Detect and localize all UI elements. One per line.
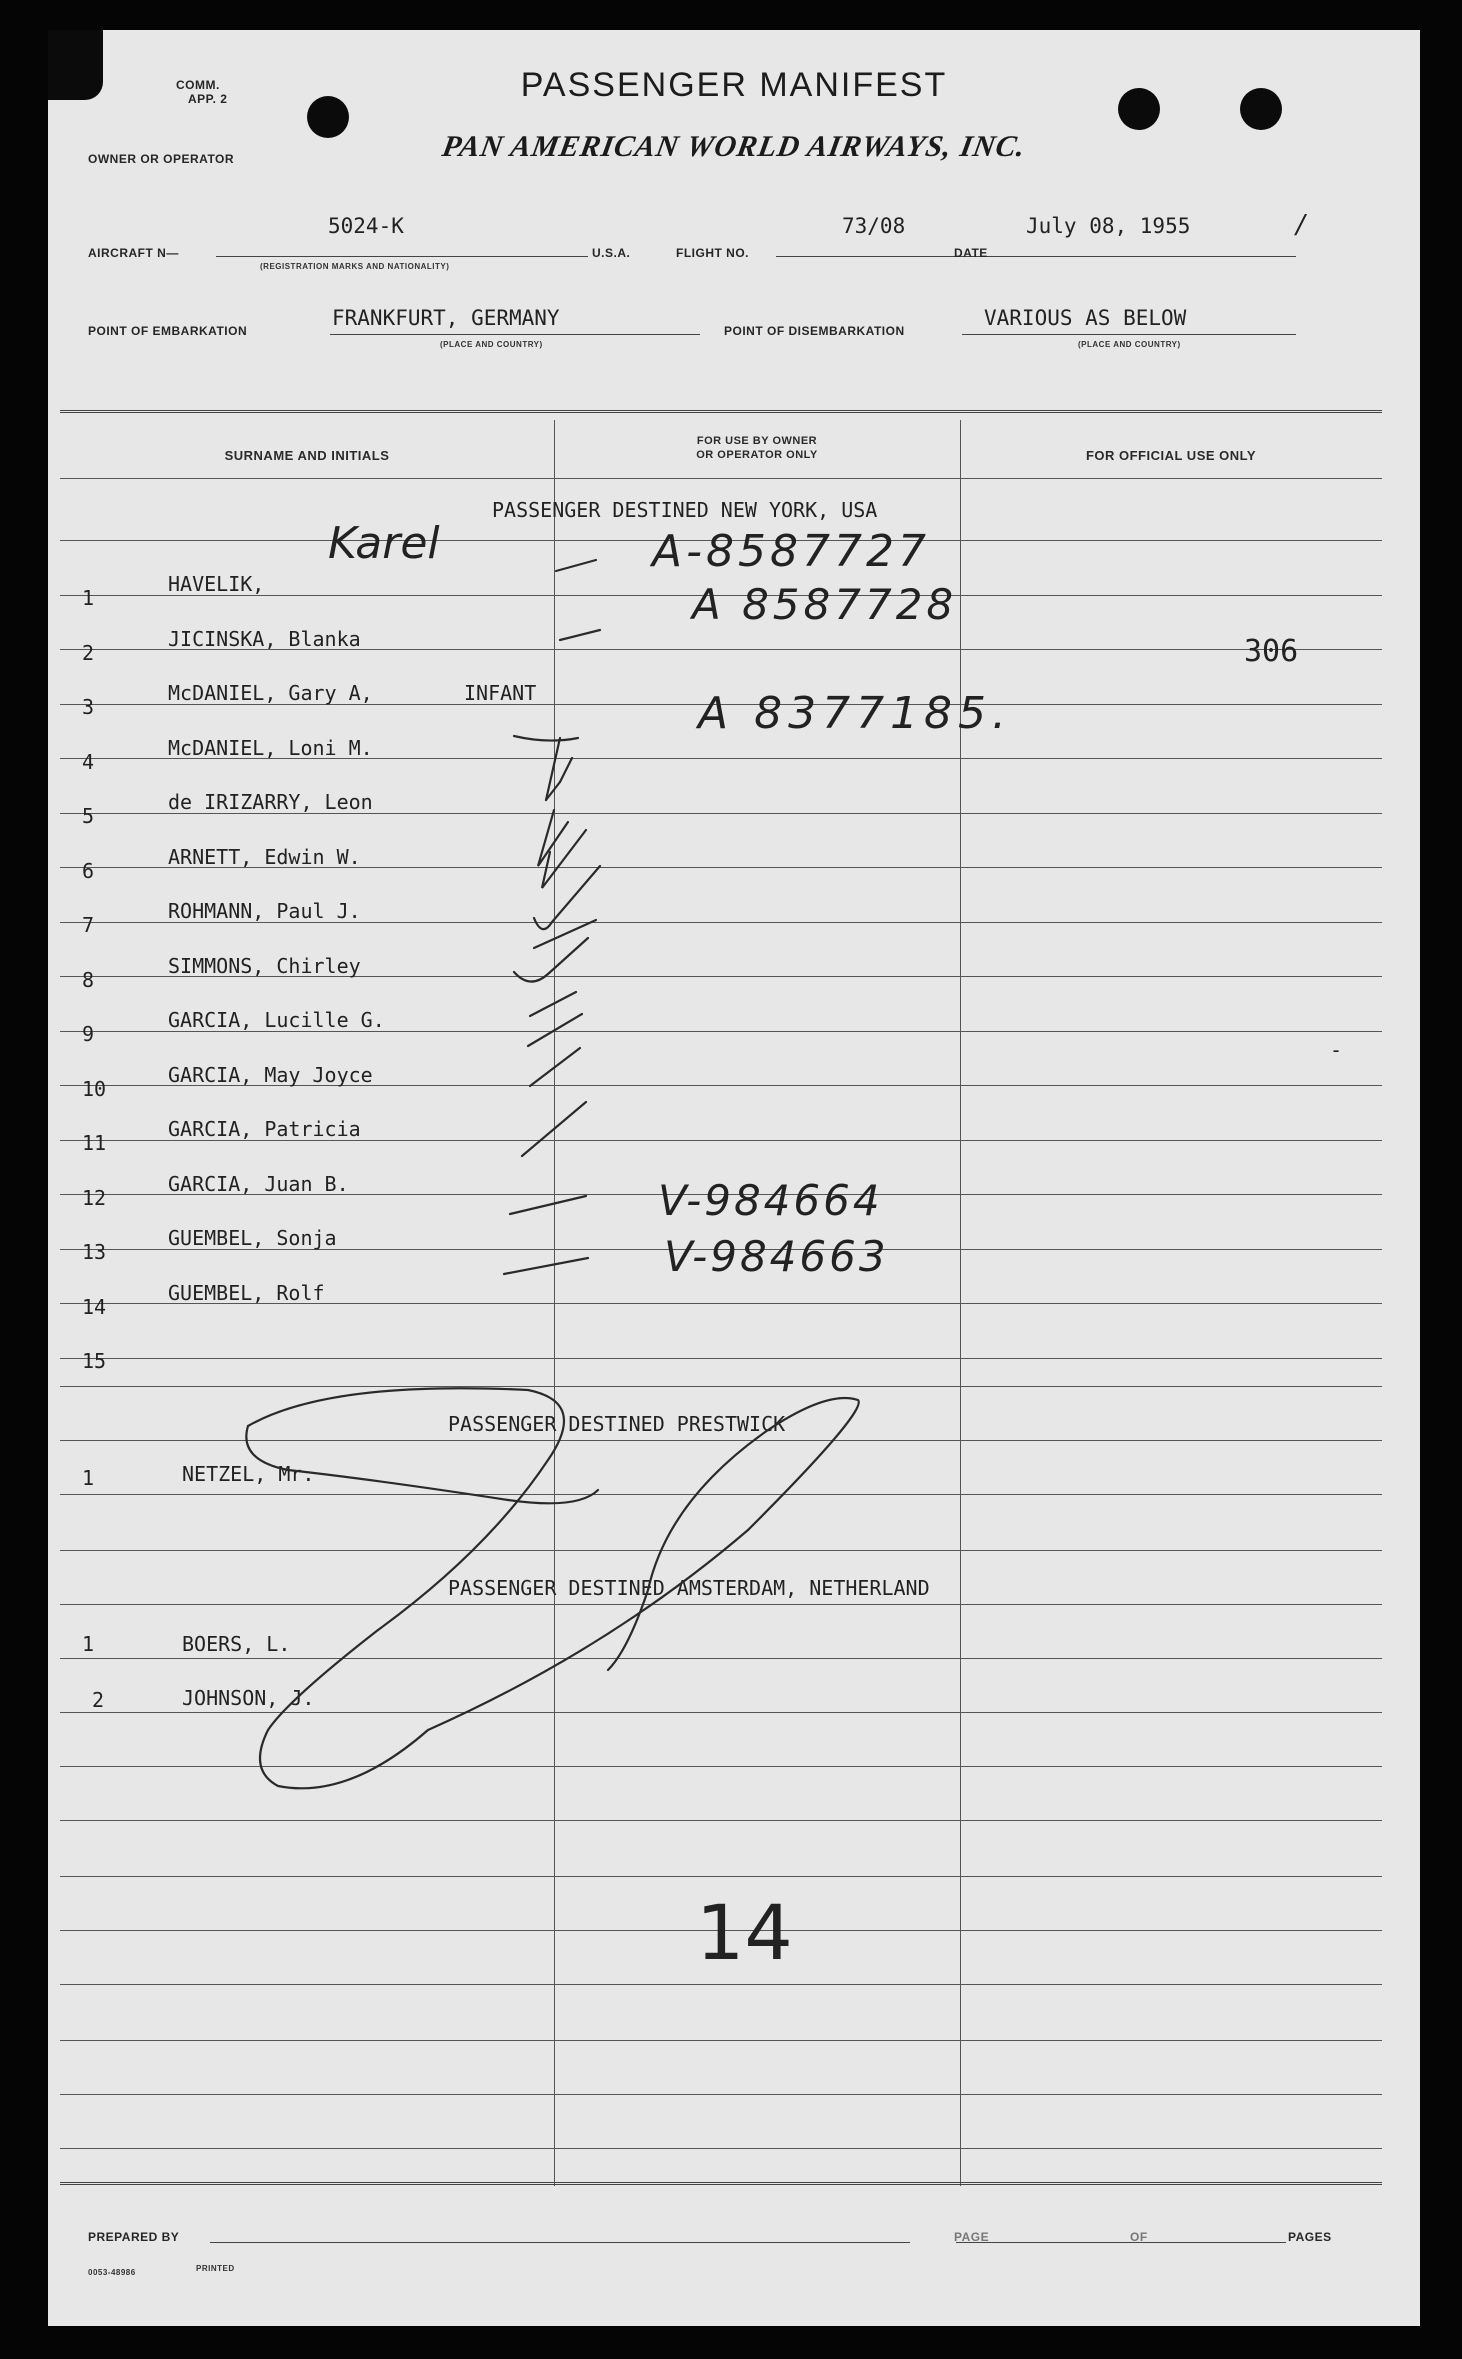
form-code-line-2: APP. 2 — [188, 92, 228, 106]
date-label: DATE — [954, 246, 988, 260]
check-mark — [560, 630, 600, 640]
passenger-name: GARCIA, May Joyce — [168, 1062, 373, 1087]
passenger-note: INFANT — [464, 681, 537, 705]
section-heading-new-york: PASSENGER DESTINED NEW YORK, USA — [492, 498, 878, 522]
passenger-name: GUEMBEL, Sonja — [168, 1226, 337, 1250]
handwriting-marks — [48, 30, 1420, 2326]
handwritten-count: 14 — [696, 1888, 793, 1977]
passenger-name: JICINSKA, Blanka — [168, 626, 361, 651]
check-mark — [528, 1014, 582, 1046]
check-mark — [530, 992, 576, 1016]
printed-label: PRINTED — [196, 2264, 235, 2273]
official-code: 306 — [1244, 634, 1299, 669]
strike-oval-right — [608, 1398, 859, 1670]
prepared-by-label: PREPARED BY — [88, 2230, 180, 2244]
official-dash-mark: - — [1330, 1038, 1343, 1062]
section-heading-amsterdam: PASSENGER DESTINED AMSTERDAM, NETHERLAND — [448, 1576, 930, 1600]
aircraft-label: AIRCRAFT N— — [88, 246, 179, 260]
check-mark — [514, 736, 578, 741]
row-number: 1 — [82, 1466, 95, 1490]
col-head-owner-line2: OR OPERATOR ONLY — [696, 449, 818, 461]
check-mark — [560, 758, 572, 782]
page-title: PASSENGER MANIFEST — [520, 66, 948, 104]
handwritten-alien-number: A 8377185. — [698, 688, 1013, 739]
passenger-name: HAVELIK, — [168, 572, 265, 596]
row-number: 12 — [82, 1185, 107, 1210]
check-mark — [504, 1258, 588, 1274]
passenger-name: JOHNSON, J. — [182, 1686, 315, 1710]
row-number: 7 — [82, 913, 95, 937]
row-number: 13 — [82, 1240, 107, 1264]
passenger-name: BOERS, L. — [182, 1632, 291, 1656]
row-number: 9 — [82, 1022, 95, 1046]
row-number: 1 — [82, 586, 95, 610]
date-value: July 08, 1955 — [1026, 214, 1191, 238]
strike-oval-large — [248, 1388, 748, 1788]
handwritten-visa-number: V-984664 — [658, 1176, 883, 1225]
handwritten-alien-number: A 8587728 — [692, 580, 958, 629]
check-mark — [534, 920, 596, 948]
flight-value: 73/08 — [842, 214, 906, 238]
owner-operator-label: OWNER OR OPERATOR — [88, 152, 235, 166]
row-number: 2 — [82, 640, 95, 665]
row-number: 4 — [82, 749, 95, 774]
embark-value: FRANKFURT, GERMANY — [332, 306, 560, 330]
row-number: 15 — [82, 1349, 107, 1373]
disembark-sublabel: (PLACE AND COUNTRY) — [1078, 340, 1181, 349]
usa-label: U.S.A. — [592, 246, 631, 260]
passenger-name: NETZEL, Mr. — [182, 1462, 315, 1486]
pages-underline — [956, 2242, 1286, 2243]
row-number: 5 — [82, 804, 95, 828]
table-bottom-rule — [60, 2182, 1382, 2185]
passenger-name: ARNETT, Edwin W. — [168, 844, 361, 869]
embark-sublabel: (PLACE AND COUNTRY) — [440, 340, 543, 349]
form-number: 0053-48986 — [88, 2268, 136, 2277]
row-number: 2 — [92, 1688, 105, 1712]
disembark-label: POINT OF DISEMBARKATION — [724, 324, 905, 338]
handwritten-alien-number: A-8587727 — [652, 526, 930, 577]
section-heading-prestwick: PASSENGER DESTINED PRESTWICK — [448, 1412, 786, 1436]
passenger-name: GUEMBEL, Rolf — [168, 1280, 325, 1305]
pages-label: PAGES — [1288, 2230, 1332, 2244]
handwritten-visa-number: V-984663 — [664, 1232, 889, 1281]
check-mark — [514, 938, 588, 982]
check-mark — [510, 1196, 586, 1214]
disembark-value: VARIOUS AS BELOW — [984, 306, 1187, 330]
row-number: 8 — [82, 967, 95, 992]
passenger-name: GARCIA, Juan B. — [168, 1171, 349, 1196]
row-number: 6 — [82, 858, 95, 883]
row-number: 11 — [82, 1131, 107, 1155]
aircraft-sublabel: (REGISTRATION MARKS AND NATIONALITY) — [260, 262, 450, 271]
flight-label: FLIGHT NO. — [676, 246, 749, 260]
prepared-underline — [210, 2242, 910, 2243]
row-number: 3 — [82, 695, 95, 719]
check-mark — [530, 1048, 580, 1086]
embark-label: POINT OF EMBARKATION — [88, 324, 248, 338]
check-mark — [556, 560, 596, 571]
passenger-name: McDANIEL, Loni M. — [168, 735, 373, 760]
row-number: 14 — [82, 1294, 107, 1319]
form-code-line-1: COMM. — [176, 78, 220, 92]
passenger-name: GARCIA, Patricia — [168, 1117, 361, 1141]
of-label: OF — [1130, 2230, 1148, 2244]
page-label: PAGE — [954, 2230, 990, 2244]
check-mark — [538, 810, 568, 866]
col-head-surname: SURNAME AND INITIALS — [224, 448, 390, 463]
aircraft-value: 5024-K — [328, 214, 404, 238]
passenger-name: de IRIZARRY, Leon — [168, 790, 373, 814]
passenger-name: McDANIEL, Gary A, — [168, 681, 373, 705]
handwritten-first-name: Karel — [328, 518, 440, 569]
manifest-sheet — [48, 30, 1420, 2326]
passenger-name: GARCIA, Lucille G. — [168, 1008, 385, 1032]
check-mark — [522, 1102, 586, 1156]
passenger-name: ROHMANN, Paul J. — [168, 899, 361, 923]
date-tick-mark: / — [1296, 210, 1305, 240]
row-number: 1 — [82, 1632, 95, 1656]
col-head-owner-line1: FOR USE BY OWNER — [696, 435, 818, 447]
passenger-name: SIMMONS, Chirley — [168, 953, 361, 978]
row-number: 10 — [82, 1076, 107, 1101]
check-mark — [542, 830, 586, 888]
col-head-official: FOR OFFICIAL USE ONLY — [1085, 448, 1257, 463]
operator-name: PAN AMERICAN WORLD AIRWAYS, INC. — [439, 130, 1029, 163]
